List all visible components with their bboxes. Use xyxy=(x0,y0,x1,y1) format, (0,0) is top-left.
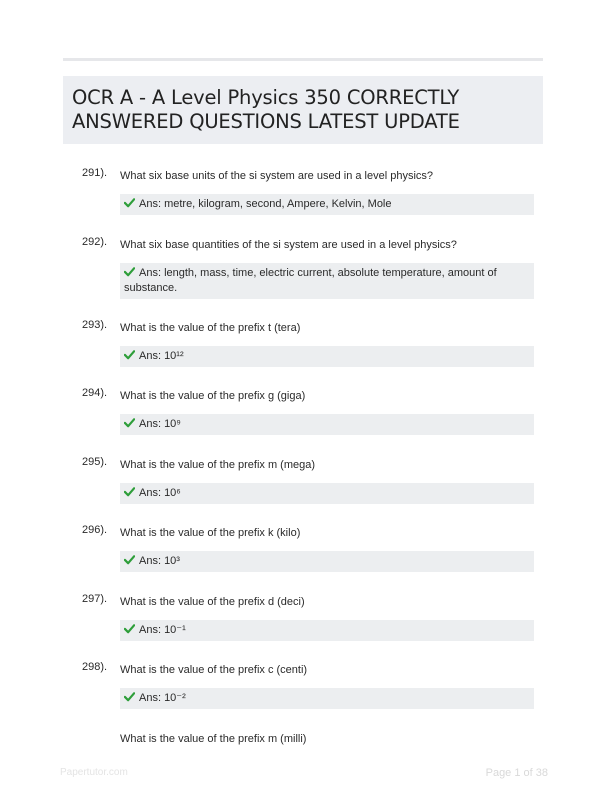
question-text: What is the value of the prefix g (giga) xyxy=(120,390,306,402)
answer-text: Ans: metre, kilogram, second, Ampere, Kelvin, Mole xyxy=(139,198,392,210)
check-icon xyxy=(124,349,135,360)
answer-text: Ans: 10⁻¹ xyxy=(139,624,186,636)
check-icon xyxy=(124,554,135,565)
answer-box xyxy=(120,483,534,504)
question-text: What is the value of the prefix m (milli) xyxy=(120,733,307,745)
question-number: 291). xyxy=(82,167,108,179)
answer-text: Ans: length, mass, time, electric current, absolute temperature, amount of substance. xyxy=(124,267,497,294)
question-number: 294). xyxy=(82,387,108,399)
answer-text: Ans: 10⁹ xyxy=(139,418,182,430)
question-number: 295). xyxy=(82,456,108,468)
question-number: 298). xyxy=(82,661,108,673)
check-icon xyxy=(124,266,135,277)
check-icon xyxy=(124,197,135,208)
answer-box xyxy=(120,194,534,215)
title-banner xyxy=(63,76,543,144)
question-number: 297). xyxy=(82,593,108,605)
top-divider xyxy=(63,58,543,61)
answer-text: Ans: 10³ xyxy=(139,555,180,567)
question-text: What six base units of the si system are used in a level physics? xyxy=(120,170,434,182)
question-number: 296). xyxy=(82,524,108,536)
check-icon xyxy=(124,417,135,428)
question-text: What is the value of the prefix t (tera) xyxy=(120,322,301,334)
answer-text: Ans: 10⁶ xyxy=(139,487,181,499)
question-text: What is the value of the prefix m (mega) xyxy=(120,459,316,471)
answer-box xyxy=(120,688,534,709)
answer-box xyxy=(120,414,534,435)
question-text: What six base quantities of the si system are used in a level physics? xyxy=(120,239,457,251)
answer-box xyxy=(120,263,534,299)
check-icon xyxy=(124,486,135,497)
question-text: What is the value of the prefix k (kilo) xyxy=(120,527,301,539)
answer-text: Ans: 10¹² xyxy=(139,350,184,362)
check-icon xyxy=(124,691,135,702)
question-number: 292). xyxy=(82,236,108,248)
question-text: What is the value of the prefix d (deci) xyxy=(120,596,305,608)
page-indicator: Page 1 of 38 xyxy=(485,767,548,779)
answer-text: Ans: 10⁻² xyxy=(139,692,186,704)
question-number: 293). xyxy=(82,319,108,331)
answer-box xyxy=(120,620,534,641)
document-title: OCR A - A Level Physics 350 CORRECTLY ANSWERED QUESTIONS LATEST UPDATE xyxy=(72,86,460,133)
check-icon xyxy=(124,623,135,634)
answer-box xyxy=(120,551,534,572)
answer-box xyxy=(120,346,534,367)
footer-watermark: Papertutor.com xyxy=(60,767,128,778)
question-text: What is the value of the prefix c (centi) xyxy=(120,664,308,676)
